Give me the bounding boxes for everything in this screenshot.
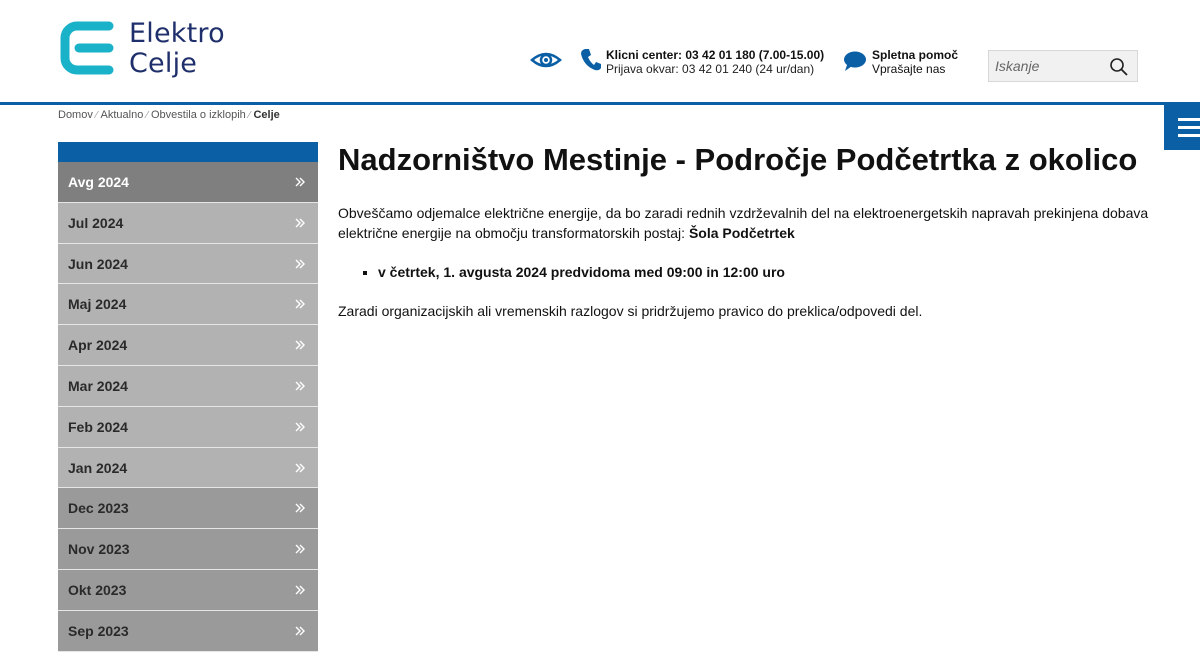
double-chevron-right-icon <box>294 217 306 229</box>
sidebar-item-label: Maj 2024 <box>68 296 127 313</box>
double-chevron-right-icon <box>294 625 306 637</box>
double-chevron-right-icon <box>294 339 306 351</box>
breadcrumb-separator: ⁄ <box>248 110 251 121</box>
sidebar-item-label: Feb 2024 <box>68 418 128 435</box>
site-logo[interactable] <box>57 18 225 80</box>
help-title: Spletna pomoč <box>872 48 959 62</box>
logo-line-1: Elektro <box>129 18 225 49</box>
sidebar-item-apr-2024[interactable] <box>58 325 318 366</box>
sidebar-item-dec-2023[interactable] <box>58 488 318 529</box>
menu-bar-icon <box>1178 118 1200 121</box>
search-input[interactable] <box>989 51 1113 81</box>
double-chevron-right-icon <box>294 543 306 555</box>
phone-icon <box>580 48 602 72</box>
sidebar-item-sep-2023[interactable] <box>58 611 318 652</box>
double-chevron-right-icon <box>294 502 306 514</box>
chat-bubble-icon <box>843 51 867 71</box>
search-icon[interactable] <box>1109 57 1129 77</box>
contact-info <box>606 48 824 76</box>
sidebar-item-jun-2024[interactable] <box>58 244 318 285</box>
menu-bar-icon <box>1178 126 1200 129</box>
double-chevron-right-icon <box>294 258 306 270</box>
sidebar-item-label: Dec 2023 <box>68 500 129 517</box>
sidebar-item-avg-2024[interactable] <box>58 162 318 203</box>
sidebar-item-label: Okt 2023 <box>68 581 127 598</box>
breadcrumb-current: Celje <box>253 109 280 121</box>
sidebar-item-feb-2024[interactable] <box>58 407 318 448</box>
sidebar-item-nov-2023[interactable] <box>58 529 318 570</box>
fault-report-text[interactable]: Prijava okvar: 03 42 01 240 (24 ur/dan) <box>606 62 815 76</box>
double-chevron-right-icon <box>294 176 306 188</box>
notice-intro <box>338 203 1158 243</box>
sidebar-item-label: Nov 2023 <box>68 541 130 558</box>
main-content <box>338 138 1158 321</box>
header-divider <box>0 102 1200 105</box>
sidebar-item-maj-2024[interactable] <box>58 284 318 325</box>
hamburger-menu-button[interactable] <box>1164 105 1200 150</box>
logo-text <box>129 19 225 79</box>
menu-bar-icon <box>1178 134 1200 137</box>
sidebar-item-label: Sep 2023 <box>68 622 129 639</box>
sidebar-header-bar <box>58 142 318 162</box>
search-box <box>988 50 1138 82</box>
site-header <box>0 0 1200 102</box>
elektro-logo-icon <box>57 18 119 80</box>
sidebar-item-mar-2024[interactable] <box>58 366 318 407</box>
sidebar-item-label: Jan 2024 <box>68 459 128 476</box>
logo-line-2: Celje <box>129 48 198 79</box>
breadcrumb-outages[interactable]: Obvestila o izklopih <box>151 109 246 121</box>
outage-schedule-list <box>378 262 1158 282</box>
notice-intro-text: Obveščamo odjemalce električne energije, da bo zaradi rednih vzdrževalnih del na elektroenergetskih napravah prekinjena dobava električne energije na območju transformatorskih postaj: <box>338 205 1149 241</box>
help-subtitle: Vprašajte nas <box>872 62 946 76</box>
double-chevron-right-icon <box>294 298 306 310</box>
accessibility-eye-icon[interactable] <box>530 48 562 72</box>
breadcrumb-news[interactable]: Aktualno <box>100 109 144 121</box>
sidebar-item-label: Apr 2024 <box>68 337 128 354</box>
call-center-text[interactable]: Klicni center: 03 42 01 180 (7.00-15.00) <box>606 48 825 62</box>
sidebar-item-label: Avg 2024 <box>68 174 129 190</box>
sidebar-item-jan-2024[interactable] <box>58 448 318 489</box>
breadcrumb-home[interactable]: Domov <box>58 109 93 121</box>
sidebar-list <box>58 162 318 652</box>
double-chevron-right-icon <box>294 421 306 433</box>
double-chevron-right-icon <box>294 380 306 392</box>
breadcrumb-separator: ⁄ <box>146 110 148 121</box>
outage-schedule-item: ▪ v četrtek, 1. avgusta 2024 predvidoma med 09:00 in 12:00 uro <box>378 262 1158 282</box>
breadcrumb <box>58 109 280 121</box>
archive-sidebar <box>58 142 318 652</box>
sidebar-item-okt-2023[interactable] <box>58 570 318 611</box>
double-chevron-right-icon <box>294 584 306 596</box>
double-chevron-right-icon <box>294 462 306 474</box>
page-title: Nadzorništvo Mestinje - Področje Podčetrtka z okolico <box>338 142 1138 177</box>
sidebar-item-label: Jul 2024 <box>68 214 124 231</box>
online-help-link[interactable] <box>872 48 958 76</box>
sidebar-item-label: Mar 2024 <box>68 377 128 394</box>
sidebar-item-jul-2024[interactable] <box>58 203 318 244</box>
notice-footer: Zaradi organizacijskih ali vremenskih razlogov si pridržujemo pravico do preklica/odpovedi del. <box>338 303 923 319</box>
station-name: Šola Podčetrtek <box>688 225 795 241</box>
breadcrumb-separator: ⁄ <box>95 110 98 121</box>
sidebar-item-label: Jun 2024 <box>68 255 128 272</box>
